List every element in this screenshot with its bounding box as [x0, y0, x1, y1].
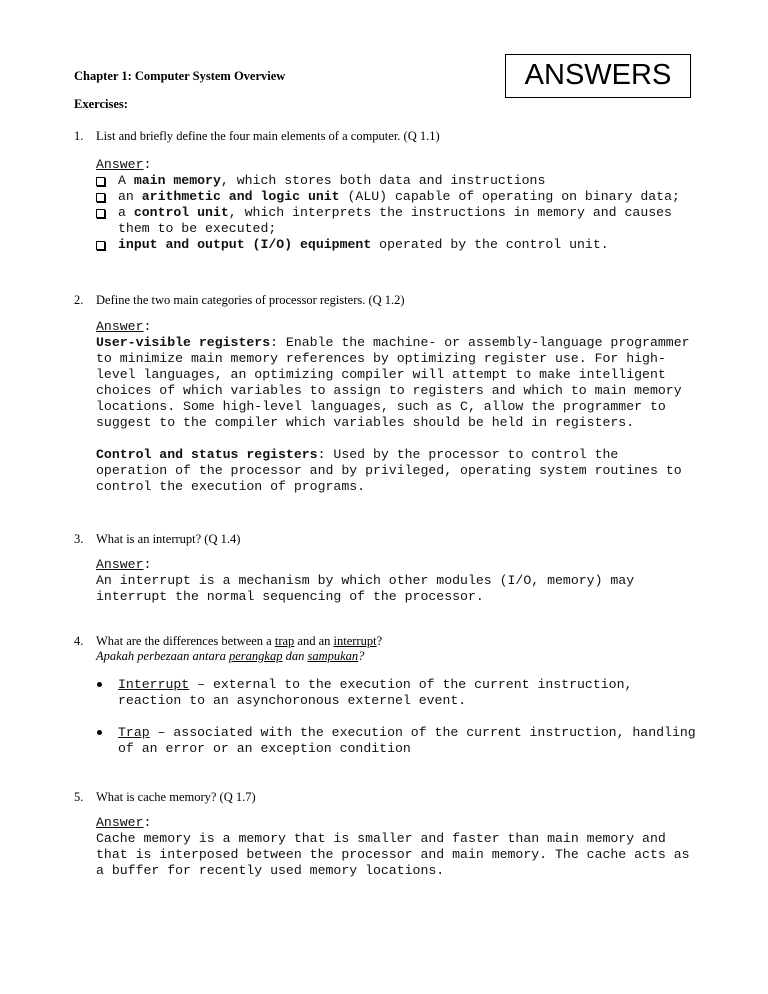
checkbox-bullet-icon [96, 177, 105, 186]
question-text: Define the two main categories of processor registers. (Q 1.2) [96, 293, 405, 307]
question-text: What is an interrupt? (Q 1.4) [96, 532, 241, 546]
item-prefix: A [118, 173, 134, 188]
bullet-icon [97, 682, 102, 687]
question-number: 3. [74, 532, 84, 546]
question-3 [74, 532, 240, 547]
answer-label: Answer [96, 319, 144, 334]
paragraph-term: Control and status registers [96, 447, 318, 462]
answer-3: Answer: An interrupt is a mechanism by which other modules (I/O, memory) may interrupt the normal sequencing of the processor. [96, 557, 696, 605]
checkbox-bullet-icon [96, 193, 105, 202]
question-text: ? [376, 634, 383, 648]
item-description: (ALU) capable of operating on binary data; [339, 189, 680, 204]
answer-paragraph [96, 447, 696, 495]
list-item [96, 725, 696, 757]
bullet-icon [97, 730, 102, 735]
answer-paragraph: Cache memory is a memory that is smaller and faster than main memory and that is interposed between the processor and main memory. The cache acts as a buffer for recently used memory locations. [96, 831, 690, 878]
question-number: 4. [74, 634, 84, 648]
question-number: 5. [74, 790, 84, 804]
checkbox-bullet-icon [96, 241, 105, 250]
paragraph-text: : Enable the machine- or assembly-language programmer to minimize main memory references by optimizing register use. For high-level languages, an optimizing compiler will attempt to make intelligent choices of which variables to assign to registers and which to main memory locations. Some high-level languages, such as C, allow the programmer to suggest to the compiler which variables should be held in registers. [96, 335, 690, 430]
question-translation: Apakah perbezaan antara perangkap dan sampukan? [96, 649, 365, 663]
question-2 [74, 293, 405, 308]
question-4 [74, 634, 382, 664]
item-term: main memory [133, 173, 221, 188]
item-prefix: a [118, 205, 134, 220]
item-prefix: an [118, 189, 142, 204]
answer-label: Answer [96, 157, 144, 172]
question-1 [74, 129, 440, 144]
paragraph-text: : Used by the processor to control the operation of the processor and by privileged, operating system routines to control the execution of programs. [96, 447, 682, 494]
chapter-title: Chapter 1: Computer System Overview [74, 69, 286, 83]
item-description: , which stores both data and instructions [220, 173, 546, 188]
answer-5: Answer: Cache memory is a memory that is smaller and faster than main memory and that is interposed between the processor and main memory. The cache acts as a buffer for recently used memory locations. [96, 815, 696, 879]
item-description: – external to the execution of the current instruction, reaction to an asynchoronous externel event. [118, 677, 633, 708]
list-item [96, 205, 696, 237]
answer-4-list [96, 677, 696, 757]
trap-word: trap [274, 634, 295, 648]
item-description: – associated with the execution of the current instruction, handling of an error or an exception condition [118, 725, 696, 756]
question-text: What is cache memory? (Q 1.7) [96, 790, 256, 804]
item-term: input and output (I/O) equipment [118, 237, 372, 252]
answer-1-list [96, 173, 696, 253]
item-term: arithmetic and logic unit [141, 189, 340, 204]
question-5 [74, 790, 256, 805]
list-item [96, 189, 696, 205]
question-text: What are the differences between a [96, 634, 275, 648]
answer-label: Answer [96, 815, 144, 830]
answer-label: Answer [96, 557, 144, 572]
interrupt-word: interrupt [333, 634, 377, 648]
exercises-heading: Exercises: [74, 97, 128, 111]
question-text: List and briefly define the four main elements of a computer. (Q 1.1) [96, 129, 440, 143]
answer-4 [96, 677, 696, 757]
answer-paragraph [96, 335, 696, 431]
answers-box: ANSWERS [505, 54, 691, 98]
item-term: Trap [118, 725, 150, 740]
item-term: control unit [133, 205, 229, 220]
answer-2: Answer: User-visible registers: Enable the machine- or assembly-language programmer to minimize main memory references by optimizing register use. For high-level languages, an optimizing compiler will attempt to make intelligent choices of which variables to assign to registers and which to main memory locations. Some high-level languages, such as C, allow the programmer to suggest to the compiler which variables should be held in registers. Control and status registers: Used by the processor to control the operation of the processor and by privileged, operating system routines to control the execution of programs. [96, 319, 696, 495]
checkbox-bullet-icon [96, 209, 105, 218]
item-description: operated by the control unit. [371, 237, 609, 252]
answer-1: Answer: A main memory, which stores both data and instructions an arithmetic and logic unit (ALU) capable of operating on binary data; a control unit, which interprets the instructions in memory and causes them to be executed; input and output (I/O) equipment operated by the control unit. [96, 157, 696, 253]
item-description: , which interprets the instructions in memory and causes them to be executed; [118, 205, 672, 236]
paragraph-term: User-visible registers [96, 335, 271, 350]
item-term: Interrupt [118, 677, 190, 692]
list-item [96, 677, 696, 709]
list-item [96, 173, 696, 189]
list-item [96, 237, 696, 253]
question-number: 2. [74, 293, 84, 307]
question-number: 1. [74, 129, 84, 143]
answer-paragraph: An interrupt is a mechanism by which other modules (I/O, memory) may interrupt the normal sequencing of the processor. [96, 573, 635, 604]
question-text: and an [294, 634, 334, 648]
